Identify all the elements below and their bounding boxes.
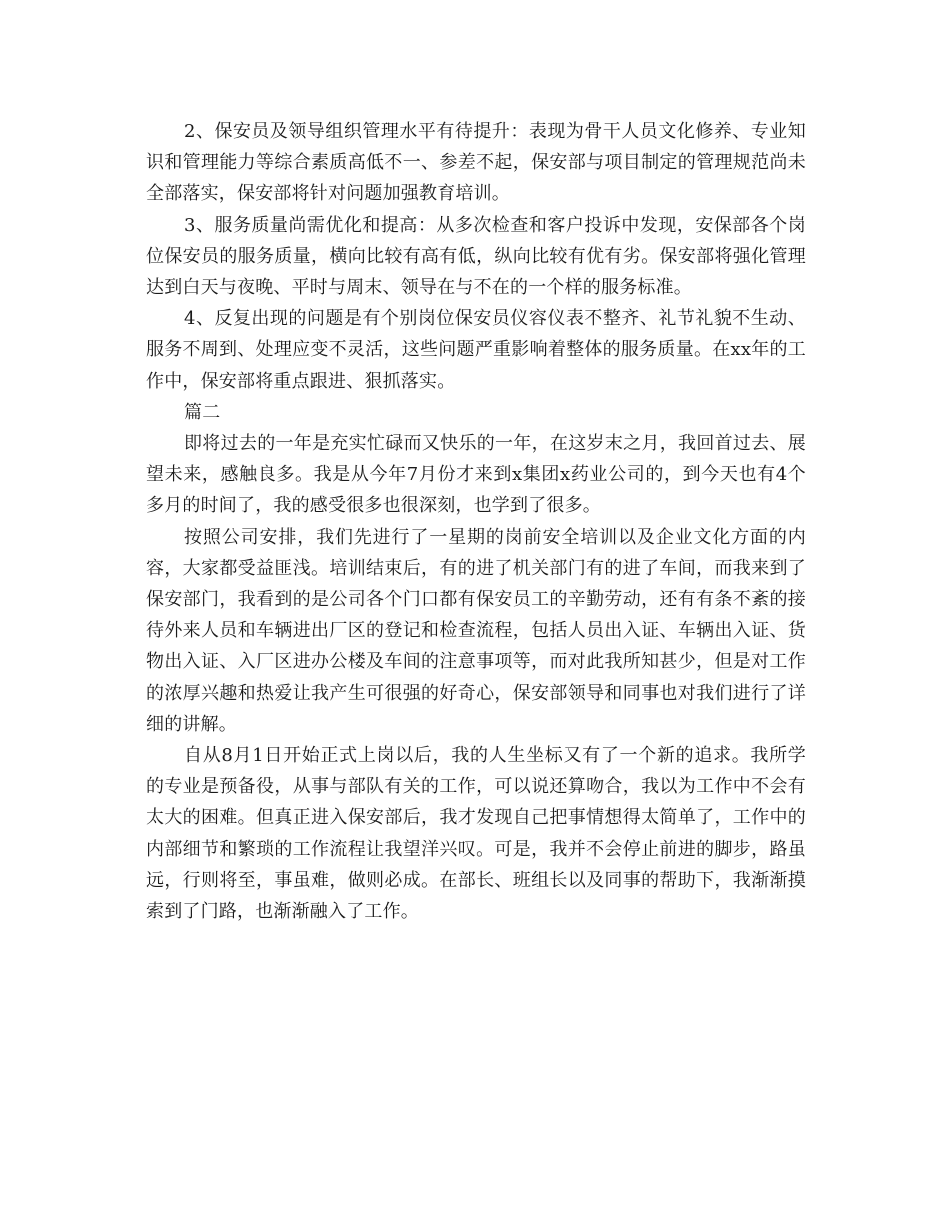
paragraph-training: 按照公司安排，我们先进行了一星期的岗前安全培训以及企业文化方面的内容，大家都受益匪浅。培训结束后，有的进了机关部门有的进了车间，而我来到了保安部门，我看到的是公司各个门口都有保安员工的辛勤劳动，还有有条不紊的接待外来人员和车辆进出厂区的登记和检查流程，包括人员出入证、车辆出入证、货物出入证、入厂区进办公楼及车间的注意事项等，而对此我所知甚少，但是对工作的浓厚兴趣和热爱让我产生可很强的好奇心，保安部领导和同事也对我们进行了详细的讲解。 xyxy=(146,526,806,735)
paragraph-intro: 即将过去的一年是充实忙碌而又快乐的一年，在这岁末之月，我回首过去、展望未来，感触良多。我是从今年7月份才来到x集团x药业公司的，到今天也有4个多月的时间了，我的感受很多也很深刻，也学到了很多。 xyxy=(146,433,806,517)
paragraph-problem-4: 4、反复出现的问题是有个别岗位保安员仪容仪表不整齐、礼节礼貌不生动、服务不周到、处理应变不灵活，这些问题严重影响着整体的服务质量。在xx年的工作中，保安部将重点跟进、狠抓落实。 xyxy=(146,308,806,392)
paragraph-problem-2: 2、保安员及领导组织管理水平有待提升：表现为骨干人员文化修养、专业知识和管理能力等综合素质高低不一、参差不起，保安部与项目制定的管理规范尚未全部落实，保安部将针对问题加强教育培训。 xyxy=(146,121,806,205)
paragraph-onboarding: 自从8月1日开始正式上岗以后，我的人生坐标又有了一个新的追求。我所学的专业是预备役，从事与部队有关的工作，可以说还算吻合，我以为工作中不会有太大的困难。但真正进入保安部后，我才发现自己把事情想得太简单了，工作中的内部细节和繁琐的工作流程让我望洋兴叹。可是，我并不会停止前进的脚步，路虽远，行则将至，事虽难，做则必成。在部长、班组长以及同事的帮助下，我渐渐摸索到了门路，也渐渐融入了工作。 xyxy=(146,745,806,923)
document-body xyxy=(146,116,806,927)
section-heading: 篇二 xyxy=(184,401,221,423)
paragraph-problem-3: 3、服务质量尚需优化和提高：从多次检查和客户投诉中发现，安保部各个岗位保安员的服务质量，横向比较有高有低，纵向比较有优有劣。保安部将强化管理达到白天与夜晚、平时与周末、领导在与不在的一个样的服务标准。 xyxy=(146,214,806,299)
